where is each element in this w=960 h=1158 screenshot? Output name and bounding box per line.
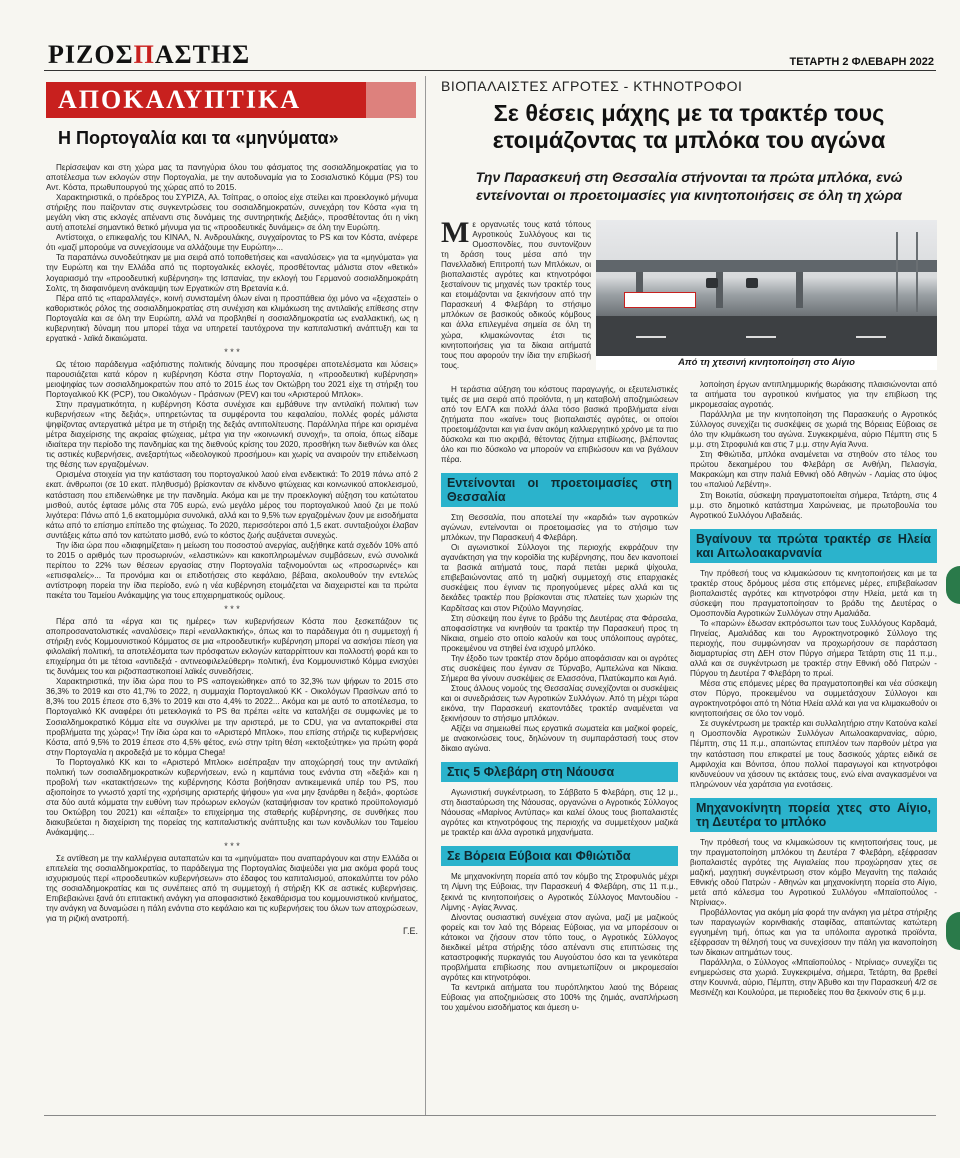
- article-column-1: [441, 216, 678, 1013]
- banner-tail: [366, 82, 416, 118]
- photo-pole: [896, 232, 898, 312]
- photo-vehicle: [746, 278, 758, 288]
- section-separator: * * *: [224, 346, 240, 357]
- paragraph: Την έξοδο των τρακτέρ στον δρόμο αποφάσισαν και οι αγρότες στις συσκέψεις που έγιναν σε Τύρναβο, Αμπελώνα και Νίκαια. Σήμερα θα γίνουν συσκέψεις σε Ελασσόνα, Πλατύκαμπο και Αγιά.: [441, 653, 678, 683]
- photo-caption: Από τη χτεσινή κινητοποίηση στο Αίγιο: [596, 356, 937, 370]
- subheading-ilia: Βγαίνουν τα πρώτα τρακτέρ σε Ηλεία και Αιτωλοακαρνανία: [690, 529, 937, 563]
- paragraph: Αντίστοιχα, ο επικεφαλής του ΚΙΝΑΛ, Ν. Ανδρουλάκης, συγχαίροντας το PS και τον Κόστα, ανέφερε ότι «μαζί μπορούμε να συνεχίσουμε να αλλάζουμε την Ευρώπη»...: [46, 233, 418, 253]
- paragraph: Το «παρών» έδωσαν εκπρόσωποι των τους Συλλόγους Καρδαμά, Πηνείας, Αμαλιάδας και του Αγροκτηνοτροφικό Σύλλογο της περιοχής, που συμφώνησαν να προχωρήσουν σε παράσταση διαμαρτυρίας στη ΔΕΗ στον Πύργο σήμερα Τετάρτη στις 11 π.μ., αλλά και σε συγκέντρωση με τρακτέρ στην Εθνική οδό Πατρών - Πύργου τη Δευτέρα 7 Φλεβάρη το πρωί.: [690, 618, 937, 679]
- paragraph: Προβάλλοντας για ακόμη μία φορά την ανάγκη για μέτρα στήριξης των παραγωγών κορινθιακής σταφίδας, απαιτώντας κατώτερη εγγυημένη τιμή, όπως και για τα υπόλοιπα αγροτικά προϊόντα, εξέφρασαν τη θέλησή τους να συνεχίσουν την πάλη για ικανοποίηση των δίκαιων αιτημάτων τους.: [690, 908, 937, 958]
- paragraph: Μέσα στις επόμενες μέρες θα πραγματοποιηθεί και νέα σύσκεψη στον Πύργο, προκειμένου να συμμετάσχουν Σύλλογοι και αγροκτηνοτρόφοι από τη Νότια Ηλεία αλλά και για να κλιμακωθούν οι κινητοποιήσεις σε όλο τον νομό.: [690, 679, 937, 719]
- paragraph: Η τεράστια αύξηση του κόστους παραγωγής, οι εξευτελιστικές τιμές σε μια σειρά από προϊόντα, η μη καταβολή αποζημιώσεων από τον ΕΛΓΑ και πολλά άλλα τόσο βασικά προβλήματα είναι ζητήματα που «καίνε» τους βιοπαλαιστές αγρότες, οι οποίοι προετοιμάζονται και για έναν ακόμη καλλιεργητικό χρόνο με τα πιο δύσκολα και πιο ακριβά, θέτοντας ζήτημα επιβίωσης, βλέποντας όλο και πιο δύσκολο να μπορούν να επιβιώσουν και να βγάλουν πέρα.: [441, 384, 678, 465]
- masthead-part: ΑΣΤΗΣ: [154, 40, 251, 69]
- paragraph: Στη Φθιώτιδα, μπλόκα αναμένεται να στηθούν στο τέλος του πρώτου δεκαημέρου του Φλεβάρη σε Ανθήλη, Πελασγία, Μακρακώμη και στην παλιά Εθνική οδό Αθηνών - Λαμίας στο ύψος του «παλιού Λεβέντη».: [690, 450, 937, 490]
- intro-text: ε οργανωτές τους κατά τόπους Αγροτικούς Συλλόγους και τις Ομοσπονδίες, που συντονίζουν τη δράση τους μέσα από την Πανελλαδική Επιτροπή των Μπλόκων, οι βιοπαλαιστές αγρότες και κτηνοτρόφοι ξεσταίνουν τις μηχανές των τρακτέρ τους και ετοιμάζονται να ξεκινήσουν από την Παρασκευή 4 Φλεβάρη το στήσιμο μπλόκων σε βασικούς οδικούς κόμβους και άλλα επιλεγμένα σημεία σε όλη τη χώρα, κλιμακώνοντας έτσι τις κινητοποιήσεις για τα δίκαια αιτήματά τους που αφορούν την ίδια την επιβίωσή τους.: [441, 220, 591, 370]
- page-edge-tab: [946, 912, 960, 950]
- paragraph: Δίνοντας ουσιαστική συνέχεια στον αγώνα, μαζί με μαζικούς φορείς και τον λαό της Βόρειας Εύβοιας, για να μπορέσουν οι κάτοικοι να ζήσουν στον τόπο τους, ο Αγροτικός Σύλλογος διεκδικεί μέτρα στήριξης τόσο απέναντι στις επιπτώσεις της καταστροφικής πυρκαγιάς του Αυγούστου όσο και τα γενικότερα προβλήματα επιβίωσης που αντιμετωπίζουν οι μικρομεσαίοι αγρότες και κτηνοτρόφοι.: [441, 912, 678, 982]
- column-divider: [425, 76, 426, 1116]
- subheading-aigio: Μηχανοκίνητη πορεία χτες στο Αίγιο, τη Δευτέρα το μπλόκο: [690, 798, 937, 832]
- article-kicker: ΒΙΟΠΑΛΑΙΣΤΕΣ ΑΓΡΟΤΕΣ - ΚΤΗΝΟΤΡΟΦΟΙ: [441, 78, 743, 94]
- section-banner-label: ΑΠΟΚΑΛΥΠΤΙΚΑ: [58, 85, 301, 114]
- section-banner: [46, 82, 366, 118]
- paragraph: Το Πορτογαλικό ΚΚ και το «Αριστερό Μπλοκ» εισέπραξαν την αποχώρησή τους την αντιλαϊκή πολιτική των σοσιαλδημοκρατικών κυβερνήσεων, ενώ η καμπάνια τους ενάντια στη «δεξιά» και η προβολή των «κατακτήσεων» της κυβέρνησης Κόστα βοήθησαν αντικειμενικά υπέρ του PS, που αξιοποίησε το γνωστό χαρτί της «χρήσιμης αριστερής ψήφου» για «να μην ξανάρθει η δεξιά», φορτώσε στα δύο αυτά κόμματα την ευθύνη των πρόωρων εκλογών (καταψήφισαν τον κρατικό προϋπολογισμό του Οκτώβρη του 2021) και «έπαιξε» το επιχείρημα της σταθερής κυβέρνησης, σε συνθήκες που διακυβεύεται η διαχείριση της πορείας της καπιταλιστικής ανάπτυξης και των κονδυλίων του Ταμείου Ανάκαμψης...: [46, 757, 418, 838]
- paragraph: Στην πραγματικότητα, η κυβέρνηση Κόστα συνέχισε και εμβάθυνε την αντιλαϊκή πολιτική των κυβερνήσεων «της δεξιάς», υπηρετώντας τα συμφέροντα του κεφαλαίου, πολλές φορές μάλιστα ψηφίζοντας αντεργατικά μέτρα με τη στήριξη της δεξιάς αντιπολίτευσης. Παράλληλα πήρε και ορισμένα μέτρα διαχείρισης της ακραίας φτώχειας, μέτρα για την «κοινωνική συνοχή», τα οποία, όπως είδαμε ιδιαίτερα την περίοδο της πανδημίας και της διεθνούς κρίσης του 2020, προσθήκη των διεθνών και όλες τις αστικές κυβερνήσεις, ανεξαρτήτως «ιδεολογικού προσήμου» και χωρίς να αναιρούν την επιδείνωση της θέσης των εργαζομένων.: [46, 400, 418, 470]
- dateline: ΤΕΤΑΡΤΗ 2 ΦΛΕΒΑΡΗ 2022: [789, 56, 934, 68]
- paragraph: Σε συγκέντρωση με τρακτέρ και συλλαλητήριο στην Κατούνα καλεί η Ομοσπονδία Αγροτικών Συλλόγων Αιτωλοακαρνανίας, αύριο, Πέμπτη, στις 11 π.μ., απαιτώντας επιπλέον των παρθούν μέτρα για την κατάσταση που επικρατεί με τους δασικούς χάρτες ειδικά σε Αμφιλοχία και Βόνιτσα, όπου πολλοί παραγωγοί και κτηνοτρόφοι κινδυνεύουν να χάσουν τις εκτάσεις τους, ενώ είναι αναγκασμένοι να πληρώνουν νέα χαράτσια για ενοτάσεις.: [690, 719, 937, 789]
- paragraph: Παράλληλα, ο Σύλλογος «Μπαϊοπούλος - Ντρίνιας» συνεχίζει τις ενημερώσεις στα χωριά. Συγκεκριμένα, σήμερα, Τετάρτη, θα βρεθεί στην Κουνινά, αύριο, Πέμπτη, στην Άβυθο και την Παρασκευή 4/2 σε Μεσινέζη και Κουλούρα, με περιοδείες που θα ξεκινούν στις 6 μ.μ.: [690, 958, 937, 998]
- masthead-mark: Π: [133, 40, 155, 69]
- intro-block: [441, 216, 591, 371]
- paragraph: Στη Θεσσαλία, που αποτελεί την «καρδιά» των αγροτικών αγώνων, εντείνονται οι προετοιμασίες για το στήσιμο των μπλόκων, την Παρασκευή 4 Φλεβάρη.: [441, 513, 678, 543]
- paragraph: Με μηχανοκίνητη πορεία από τον κόμβο της Στροφυλιάς μέχρι τη Λίμνη της Εύβοιας, την Παρασκευή 4 Φλεβάρη, στις 11 π.μ., ξεκινά τις κινητοποιήσεις ο Αγροτικός Σύλλογος Μαντουδίου - Λίμνης - Αγίας Άννας.: [441, 872, 678, 912]
- paragraph: Αξίζει να σημειωθεί πως εργατικά σωματεία και μαζικοί φορείς, με ανακοινώσεις τους, δηλώνουν τη συμπαράστασή τους στον δίκαιο αγώνα.: [441, 724, 678, 754]
- paragraph: Χαρακτηριστικά, ο πρόεδρος του ΣΥΡΙΖΑ, Αλ. Τσίπρας, ο οποίος είχε στείλει και προεκλογικό μήνυμα στήριξης που παίζονταν στις συγκεντρώσεις του σοσιαλδημοκρατών, συνεχάρη τον Κόστα «για τη μεγάλη νίκη στις εκλογές απέναντι στις δυνάμεις της συντηρητικής Δεξιάς», προσθέτοντας ότι η νίκη αυτή αποτελεί σημαντικό θετικό μήνυμα για τις «προοδευτικές δυνάμεις» σε όλη την Ευρώπη.: [46, 193, 418, 233]
- paragraph: Τα κεντρικά αιτήματα του πυρόπληκτου λαού της Βόρειας Εύβοιας για αποζημιώσεις στο 100% της ζημιάς, αναπλήρωση του χαμένου εισοδήματος και άμεση υ-: [441, 982, 678, 1013]
- left-article-body: [46, 163, 418, 937]
- paragraph: Την πρόθεσή τους να κλιμακώσουν τις κινητοποιήσεις και με τα τρακτέρ στους δρόμους μέσα στις επόμενες μέρες, επιβεβαίωσαν βιοπαλαιστές αγρότες και κτηνοτρόφοι στην Ηλεία, μετά και τη σύσκεψη που πραγματοποίησαν το βράδυ της Δευτέρας ο Ομοσπονδία Αγροτικών Συλλόγων στην Αμαλιάδα.: [690, 568, 937, 618]
- paragraph: Περίσσεψαν και στη χώρα μας τα πανηγύρια όλου του φάσματος της σοσιαλδημοκρατίας για το αποτέλεσμα των εκλογών στην Πορτογαλία, με την αυτοδυναμία για το Σοσιαλιστικό Κόμμα (PS) του Αντ. Κόστα, πρωθυπουργού της χώρας από το 2015.: [46, 163, 418, 193]
- article-subtitle: Την Παρασκευή στη Θεσσαλία στήνονται τα πρώτα μπλόκα, ενώ εντείνονται οι προετοιμασίες για κινητοποιήσεις σε όλη τη χώρα: [475, 169, 903, 203]
- article-column-2: [690, 380, 937, 998]
- photo-vehicle: [706, 278, 718, 288]
- drop-cap: Μ: [441, 216, 470, 249]
- paragraph: Χαρακτηριστικά, την ίδια ώρα που το PS «απογειώθηκε» από το 32,3% των ψήφων το 2015 στο 36,3% το 2019 και στο 41,7% το 2022, η συμμαχία Πορτογαλικού ΚΚ - Οικολόγων Πρασίνων από το 8,3% του 2015 έπεσε στο 6,3% το 2019 και στο 4,4% το 2022... Ακόμα και με αυτό το αποτέλεσμα, το Πορτογαλικό ΚΚ αναφέρει ότι μετεκλογικά το PS θα πρέπει «είτε να καταλήξει σε συμφωνίες με το Σοσιαλδημοκρατικό Κόμμα είτε να συγκλίνει με την αριστερά, με το CDU, για να ανταποκριθεί στα προβλήματα της χώρας»! Την ίδια ώρα και το «Αριστερό Μπλοκ», που επίσης στήριζε τις κυβερνήσεις Κόστα, από 9,5% το 2019 έπεσε στο 4,5% φέτος, ενώ στην τρίτη θέση «εκτοξεύτηκε» για πρώτη φορά στην Πορτογαλία η ακροδεξιά με το κόμμα Chega!: [46, 677, 418, 757]
- subheading-thessaly: Εντείνονται οι προετοιμασίες στη Θεσσαλία: [441, 473, 678, 507]
- article-columns: [441, 216, 937, 1060]
- paragraph: Στη σύσκεψη που έγινε το βράδυ της Δευτέρας στα Φάρσαλα, αποφασίστηκε να κινηθούν τα τρακτέρ την Παρασκευή προς τη Νίκαια, σημείο στο οποίο καλούν και τους υπόλοιπους αγρότες, προκειμένου να στηθεί ένα ισχυρό μπλόκο.: [441, 613, 678, 653]
- masthead: [48, 40, 250, 70]
- paragraph: Την πρόθεσή τους να κλιμακώσουν τις κινητοποιήσεις τους, με την πραγματοποίηση μπλόκου τη Δευτέρα 7 Φλεβάρη, εξέφρασαν βιοπαλαιστές αγρότες της Αιγιαλείας που προχώρησαν χτες σε μαζική, μαχητική συγκέντρωση στον κόμβο Μεγανίτη της παλαιάς Εθνικής οδού Πατρών - Αθηνών και μηχανοκίνητη πορεία στο Αίγιο, μετά από κάλεσμα του Αγροτικού Συλλόγου «Μπαϊοπούλος - Ντρίνιας».: [690, 837, 937, 907]
- photo-road-mark: [746, 336, 776, 338]
- article-headline: Σε θέσεις μάχης με τα τρακτέρ τους ετοιμάζοντας τα μπλόκα του αγώνα: [492, 100, 886, 153]
- page-edge-tab: [946, 566, 960, 604]
- left-article-title: Η Πορτογαλία και τα «μηνύματα»: [58, 128, 339, 148]
- photo-road-mark: [856, 336, 886, 338]
- photo-pillar: [796, 272, 803, 308]
- paragraph: Οι αγωνιστικοί Σύλλογοι της περιοχής εκφράζουν την αγανάκτηση για την κοροϊδία της κυβέρνησης, που δεν ικανοποιεί τα βασικά αιτήματά τους, παρά πετάει μερικά ψίχουλα, επιβεβαιώνοντας από τη μαζική συμμετοχή στις επαρχιακές συσκέψεις που έγιναν τις προηγούμενες μέρες αλλά και τις δεκάδες τρακτέρ που βρίσκονται στις πλατείες των χωριών της Καρδίτσας και στον Ριζούλο Μαγνησίας.: [441, 543, 678, 613]
- top-divider: [44, 70, 936, 71]
- paragraph: Παράλληλα με την κινητοποίηση της Παρασκευής ο Αγροτικός Σύλλογος συνεχίζει τις συσκέψεις σε χωριά της Βόρειας Εύβοιας σε όλο την κλιμάκωση του αγώνα. Συγκεκριμένα, αύριο Πέμπτη στις 5 μ.μ. στη Στροφυλιά και στις 7 μ.μ. στην Αγία Άννα.: [690, 410, 937, 450]
- masthead-part: ΡΙΖΟΣ: [48, 40, 134, 69]
- left-article: [46, 82, 418, 937]
- photo-pole: [916, 232, 918, 312]
- paragraph: Τα παραπάνω συνοδεύτηκαν με μια σειρά από τοποθετήσεις και «αναλύσεις» για τα «μηνύματα» για την Ευρώπη και την Ελλάδα από τις πορτογαλικές εκλογές, προσθέτοντας μάλιστα στον «θετικό» λογαριασμό την «προοδευτική κυβέρνηση» της Ισπανίας, την εκλογή του Γερμανού σοσιαλδημοκράτη Σολτς, τη διαφαινόμενη ανάκαμψη των Εργατικών στη Βρετανία κ.ά.: [46, 253, 418, 293]
- paragraph: Την ίδια ώρα που «διαφημίζεται» η μείωση του ποσοστού ανεργίας, αυξήθηκε κατά σχεδόν 10% από το 2015 ο αριθμός των προσωρινών, «ελαστικών» και κακοπληρωμένων συμβάσεων, ενώ συνολικά περίπου το 22% των θέσεων εργασίας στην Πορτογαλία ταξινομούνται ως «προσωρινές» και «επισφαλείς»... Τα προνόμια και οι επιδοτήσεις στο κεφάλαιο, βέβαια, ακολουθούν την εντελώς αντίστροφη πορεία την ίδια περίοδο, ενώ η νέα κυβέρνηση ετοιμάζεται να διαχειριστεί και τα πρώτα πακέτα του Ταμείου Ανάκαμψης για τους επιχειρηματικούς ομίλους.: [46, 540, 418, 600]
- paragraph: Ως τέτοιο παράδειγμα «αξιόπιστης πολιτικής δύναμης που προσφέρει αποτελέσματα και λύσεις» παρουσιάζεται κατά κόρον η κυβέρνηση Κόστα στην Πορτογαλία, η «προοδευτική κυβέρνηση» μειοψηφίας των σοσιαλδημοκρατών που από το 2015 έως τον Οκτώβρη του 2021 είχε τη στήριξη του Πορτογαλικού ΚΚ (PCP), του Οικολόγων - Πράσινων (PEV) και του «Αριστερού Μπλοκ».: [46, 359, 418, 400]
- paragraph: Ορισμένα στοιχεία για την κατάσταση του πορτογαλικού λαού είναι ενδεικτικά: Το 2019 πάνω από 2 εκατ. άνθρωποι (σε 10 εκατ. πληθυσμό) βρίσκονταν σε κίνδυνο φτώχειας και κοινωνικού αποκλεισμού, κατάσταση που επιδεινώθηκε με την πανδημία. Ακόμα και με την προεκλογική αύξηση του κατώτατου μισθού, αυτός έφτασε μόλις στα 705 ευρώ, ενώ μεγάλο μέρος του πορτογαλικού λαού ζει με πολύ λιγότερα: Πάνω από 1,6 εκατομμύρια συνολικά, αλλά και το 9,5% των εργαζομένων ζουν με εισοδήματα κάτω από το επίσημο επίπεδο της φτώχειας. Το 2020, περισσότεροι από 1,5 εκατ. συνταξιούχοι έλαβαν συντάξεις κάτω από τον κατώτατο μισθό, ενώ το κόστος ζωής αυξάνεται συνεχώς.: [46, 470, 418, 540]
- author-signature: Γ.Ε.: [403, 926, 418, 937]
- subheading-evia: Σε Βόρεια Εύβοια και Φθιώτιδα: [441, 846, 678, 866]
- paragraph: Πέρα από τα «έργα και τις ημέρες» των κυβερνήσεων Κόστα που ξεσκεπάζουν τις αποπροσανατολιστικές «αναλύσεις» περί «εναλλακτικής», όπως και το παράδειγμα ότι η συμμετοχή ή στήριξη ενός Κομμουνιστικού Κόμματος σε μια «προοδευτική» κυβέρνηση μπορεί να ασκήσει πίεση για φιλολαϊκή πολιτική, τα αποτελέσματα των πρόσφατων εκλογών καταρρίπτουν και πολλοστή φορά και το επιχείρημα ότι με τέτοια «αντιδεξιά - αντινεοφιλελεύθερη» πολιτική, ένα Κομμουνιστικό Κόμμα ενισχύει τις δυνάμεις του και ριζοσπαστικοποιεί λαϊκές συνειδήσεις.: [46, 617, 418, 677]
- paragraph: λοποίηση έργων αντιπλημμυρικής θωράκισης πλαισιώνονται από τα αιτήματα του αγροτικού κινήματος για την επιβίωση της μικρομεσαίας αγροτιάς.: [690, 380, 937, 410]
- bottom-divider: [44, 1115, 936, 1116]
- subheading-naousa: Στις 5 Φλεβάρη στη Νάουσα: [441, 762, 678, 782]
- paragraph: Αγωνιστική συγκέντρωση, το Σάββατο 5 Φλεβάρη, στις 12 μ., στη διασταύρωση της Νάουσας, οργανώνει ο Αγροτικός Σύλλογος Νάουσας «Μαρίνος Αντύπας» και καλεί όλους τους βιοπαλαιστές αγρότες και κτηνοτρόφους της περιοχής να συμμετέχουν μαζικά με τρακτέρ και άλλα αγροτικά μηχανήματα.: [441, 788, 678, 838]
- paragraph: Σε αντίθεση με την καλλιέργεια αυταπατών και τα «μηνύματα» που αναπαράγουν και στην Ελλάδα οι επιτελεία της σοσιαλδημοκρατίας, το παράδειγμα της Πορτογαλίας διαψεύδει για μια ακόμα φορά τους ισχυρισμούς περί «προοδευτικών κυβερνήσεων» στο έδαφος του καπιταλισμού, αποκαλύπτει τον ρόλο της σοσιαλδημοκρατίας και τις συνέπειες από τη συμμετοχή ή στήριξη ΚΚ σε αστικές κυβερνήσεις. Επιβεβαιώνει ξανά ότι επιτακτική ανάγκη για αποφασιστικό ξεκαθάρισμα του κομμουνιστικού κινήματος, την ανάγκη να δυναμώσει η πάλη ενάντια στο κεφάλαιο και τις κυβερνήσεις του όλων των αποχρώσεων, για τη ριζική ανατροπή.: [46, 854, 418, 924]
- paragraph: Στους άλλους νομούς της Θεσσαλίας συνεχίζονται οι συσκέψεις και οι συνεδριάσεις των Αγροτικών Συλλόγων. Από τη μέχρι τώρα εικόνα, την Παρασκευή εκατοντάδες τρακτέρ αναμένεται να ξεκινήσουν το στήσιμο μπλόκων.: [441, 683, 678, 724]
- right-article: [441, 78, 937, 1060]
- paragraph: Στη Βοιωτία, σύσκεψη πραγματοποιείται σήμερα, Τετάρτη, στις 4 μ.μ. στο δημοτικό κατάστημα Χαιρώνειας, με πρωτοβουλία του Αγροτικού Συλλόγου Λιβαδειάς.: [690, 490, 937, 520]
- section-separator: * * *: [224, 841, 240, 852]
- paragraph: Πέρα από τις «παραλλαγές», κοινή συνισταμένη όλων είναι η προσπάθεια όχι μόνο να «ξεχαστεί» ο καθοριστικός ρόλος της σοσιαλδημοκρατίας στη συνέχιση και κλιμάκωση της αντιλαϊκής επίθεσης στην Πορτογαλία και σε όλη την Ευρώπη, αλλά να προβληθεί η σοσιαλδημοκρατία ως εναλλακτική, ως η κυβερνητική δύναμη που μπορεί τάχα να υπηρετεί ταυτόχρονα την καπιταλιστική ανάπτυξη και τα εργατικά - λαϊκά δικαιώματα.: [46, 293, 418, 343]
- section-separator: * * *: [224, 604, 240, 615]
